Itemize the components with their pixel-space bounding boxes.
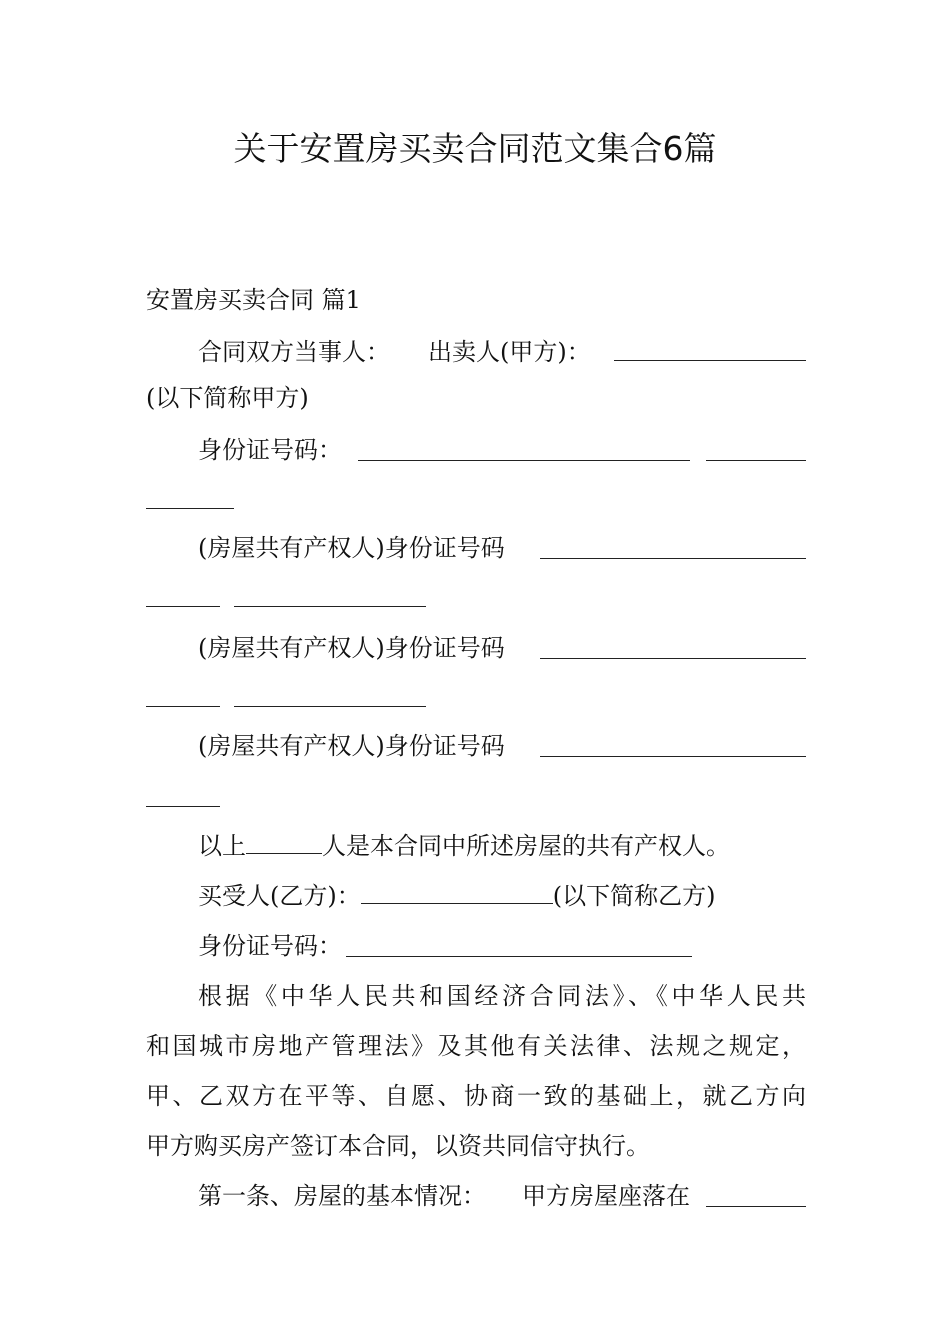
buyer-id-blank: [346, 956, 692, 957]
seller-id-label: 身份证号码：: [198, 436, 342, 464]
buyer-name-blank: [361, 881, 553, 904]
article-1-title: 第一条、房屋的基本情况：: [198, 1182, 486, 1210]
co-owner-3-label: (房屋共有产权人)身份证号码: [198, 732, 505, 760]
co-owner-3-blank-2: [146, 806, 220, 807]
parties-intro: 合同双方当事人：: [198, 338, 390, 366]
seller-id-blank: [358, 460, 690, 461]
seller-abbr: (以下简称甲方): [146, 384, 309, 412]
article-1-location-blank: [706, 1206, 806, 1207]
seller-id-blank-2: [706, 460, 806, 461]
co-owner-1-blank-2: [146, 606, 220, 607]
buyer-line: [198, 880, 715, 912]
co-owner-3-blank: [540, 756, 806, 757]
co-owner-2-label: (房屋共有产权人)身份证号码: [198, 634, 505, 662]
seller-label: 出卖人(甲方)：: [428, 338, 591, 366]
co-owner-1-label: (房屋共有产权人)身份证号码: [198, 534, 505, 562]
co-owner-1-blank: [540, 558, 806, 559]
buyer-abbr: (以下简称乙方): [552, 882, 716, 910]
article-1-text: 甲方房屋座落在: [522, 1182, 690, 1210]
buyer-id-label: 身份证号码：: [198, 932, 342, 960]
body-line-4: 甲方购买房产签订本合同，以资共同信守执行。: [146, 1132, 650, 1160]
body-line-2: 和国城市房地产管理法》及其他有关法律、法规之规定，: [146, 1032, 806, 1060]
co-owner-2-blank-2: [146, 706, 220, 707]
co-owner-statement: [198, 830, 730, 862]
co-owner-1-blank-3: [234, 606, 426, 607]
document-title: 关于安置房买卖合同范文集合6篇: [233, 129, 717, 168]
buyer-label: 买受人(乙方)：: [198, 882, 361, 910]
body-line-3: 甲、乙双方在平等、自愿、协商一致的基础上，就乙方向: [146, 1082, 806, 1110]
co-owner-2-blank: [540, 658, 806, 659]
seller-name-blank: [614, 360, 806, 361]
co-owner-statement-pre: 以上: [198, 832, 246, 860]
section-heading: 安置房买卖合同 篇1: [146, 286, 361, 314]
co-owner-2-blank-3: [234, 706, 426, 707]
body-line-1: 根据《中华人民共和国经济合同法》、《中华人民共: [198, 982, 806, 1010]
co-owner-count-blank: [246, 831, 322, 854]
co-owner-statement-post: 人是本合同中所述房屋的共有产权人。: [322, 832, 730, 860]
seller-id-blank-3: [146, 508, 234, 509]
